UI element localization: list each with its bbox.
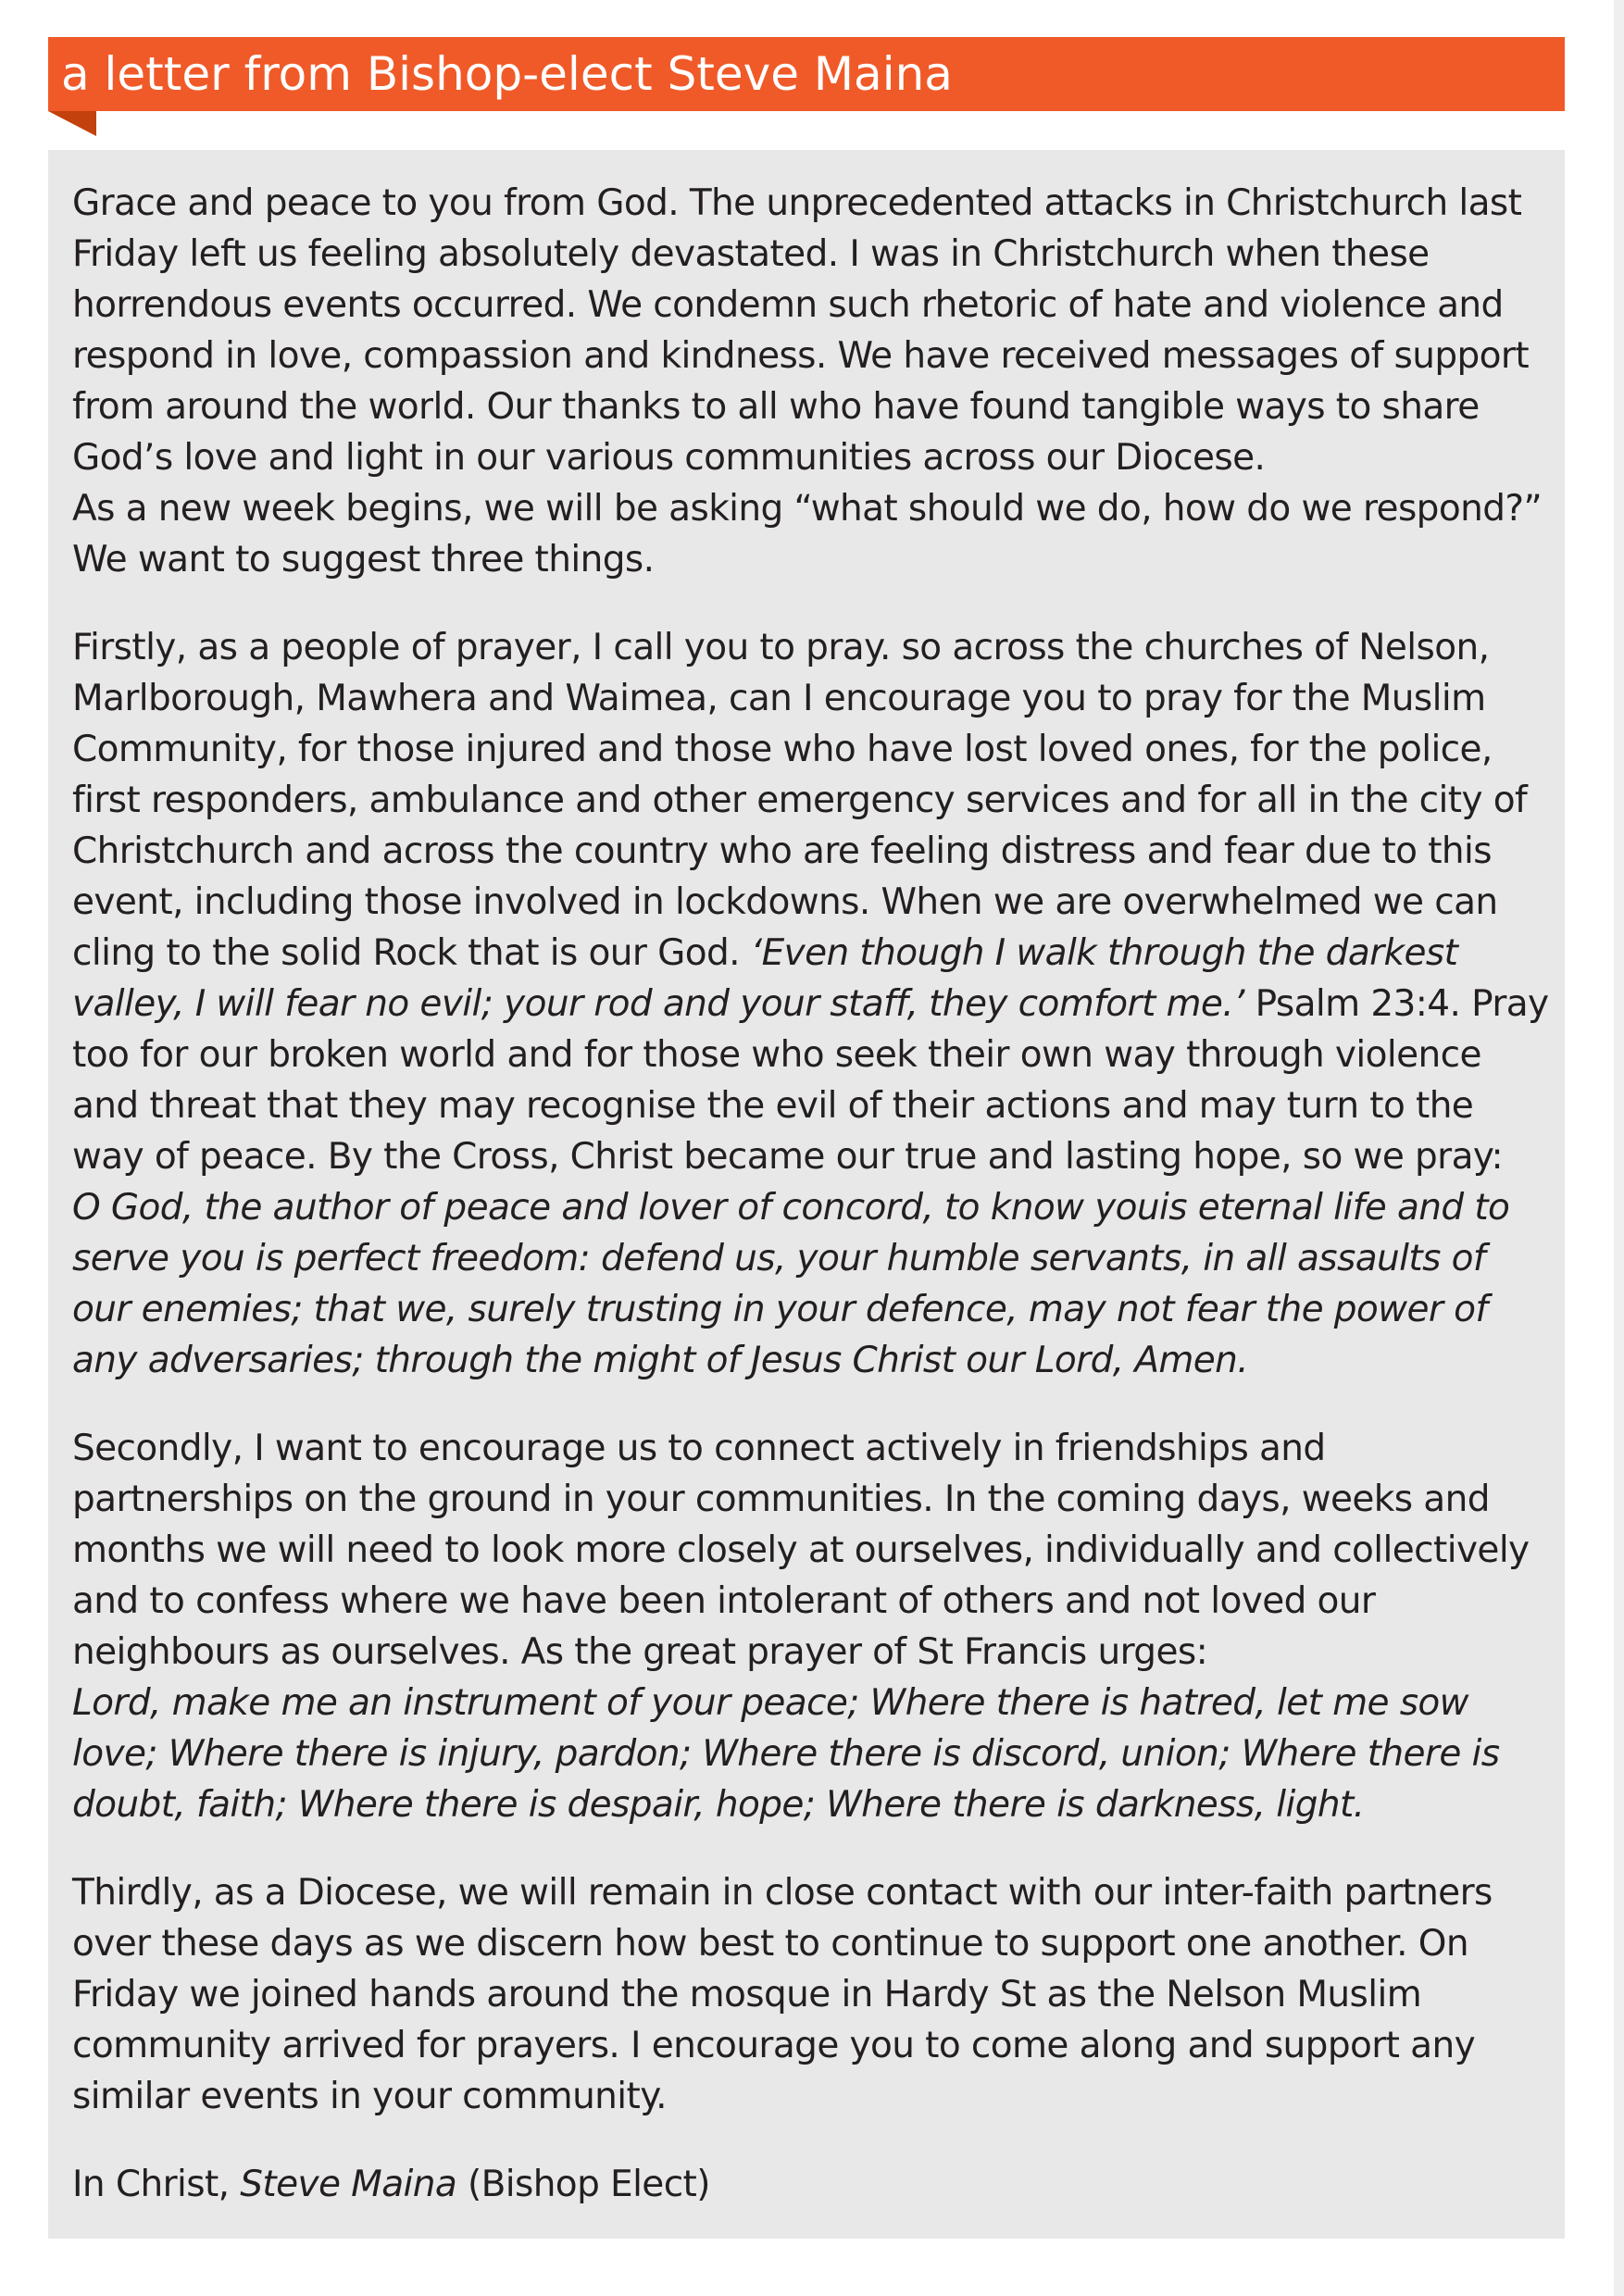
signoff-title: (Bishop Elect) (456, 2164, 710, 2205)
secondly-text: Secondly, I want to encourage us to connect actively in friendships and partnerships on the ground in your communities. In the coming days, weeks and months we will need to look more closely at ourselves, individually and collectively and to confess where we have been intolerant of others and not loved our neighbours as ourselves. As the great prayer of St Francis urges: (72, 1428, 1530, 1673)
paragraph-firstly (72, 622, 1554, 1386)
paragraph-greeting (72, 178, 1554, 585)
thirdly-text: Thirdly, as a Diocese, we will remain in close contact with our inter-faith partners over these days as we discern how best to continue to support one another. On Friday we joined hands around the mosque in Hardy St as the Nelson Muslim community arrived for prayers. I encourage you to come along and support any similar events in your community. (72, 1872, 1493, 2117)
greeting-text: Grace and peace to you from God. The unprecedented attacks in Christchurch last Friday left us feeling absolutely devastated. I was in Christchurch when these horrendous events occurred. We condemn such rhetoric of hate and violence and respond in love, compassion and kindness. We have received messages of support from around the world. Our thanks to all who have found tangible ways to share God’s love and light in our various communities across our Diocese. (72, 182, 1530, 479)
psalm-quote: ‘Even though I walk through the darkest valley, I will fear no evil; your rod and your staff, they comfort me.’ (72, 932, 1458, 1025)
firstly-text: Firstly, as a people of prayer, I call you to pray. so across the churches of Nelson, Marlborough, Mawhera and Waimea, can I encourage you to pray for the Muslim Community, for those injured and those who have lost loved ones, for the police, first responders, ambulance and other emergency services and for all in the city of Christchurch and across the country who are feeling distress and fear due to this event, including those involved in lockdowns. When we are overwhelmed we can cling to the solid Rock that is our God. (72, 627, 1528, 974)
signoff-name: Steve Maina (240, 2164, 457, 2205)
paragraph-thirdly (72, 1867, 1554, 2122)
peace-prayer: O God, the author of peace and lover of concord, to know youis eternal life and to serve you is perfect freedom: defend us, your humble servants, in all assaults of our enemies; that we, surely trusting in your defence, may not fear the power of any adversaries; through the might of Jesus Christ our Lord, Amen. (72, 1187, 1510, 1381)
three-things-text: As a new week begins, we will be asking “what should we do, how do we respond?” We want to suggest three things. (72, 488, 1543, 580)
page-edge-rule (1614, 0, 1624, 2296)
letter-body (72, 178, 1554, 2210)
firstly-text-continued: Psalm 23:4. Pray too for our broken world and for those who seek their own way through violence and threat that they may recognise the evil of their actions and may turn to the way of peace. By the Cross, Christ became our true and lasting hope, so we pray: (72, 983, 1549, 1178)
header-banner-tab (48, 111, 96, 136)
letter-panel (48, 150, 1565, 2239)
st-francis-prayer: Lord, make me an instrument of your peace; Where there is hatred, let me sow love; Where there is injury, pardon; Where there is discord, union; Where there is doubt, faith; Where there is despair, hope; Where there is darkness, light. (72, 1682, 1500, 1826)
paragraph-secondly (72, 1423, 1554, 1830)
signoff (72, 2159, 1554, 2210)
signoff-prefix: In Christ, (72, 2164, 241, 2205)
page-title: a letter from Bishop-elect Steve Maina (61, 47, 953, 101)
